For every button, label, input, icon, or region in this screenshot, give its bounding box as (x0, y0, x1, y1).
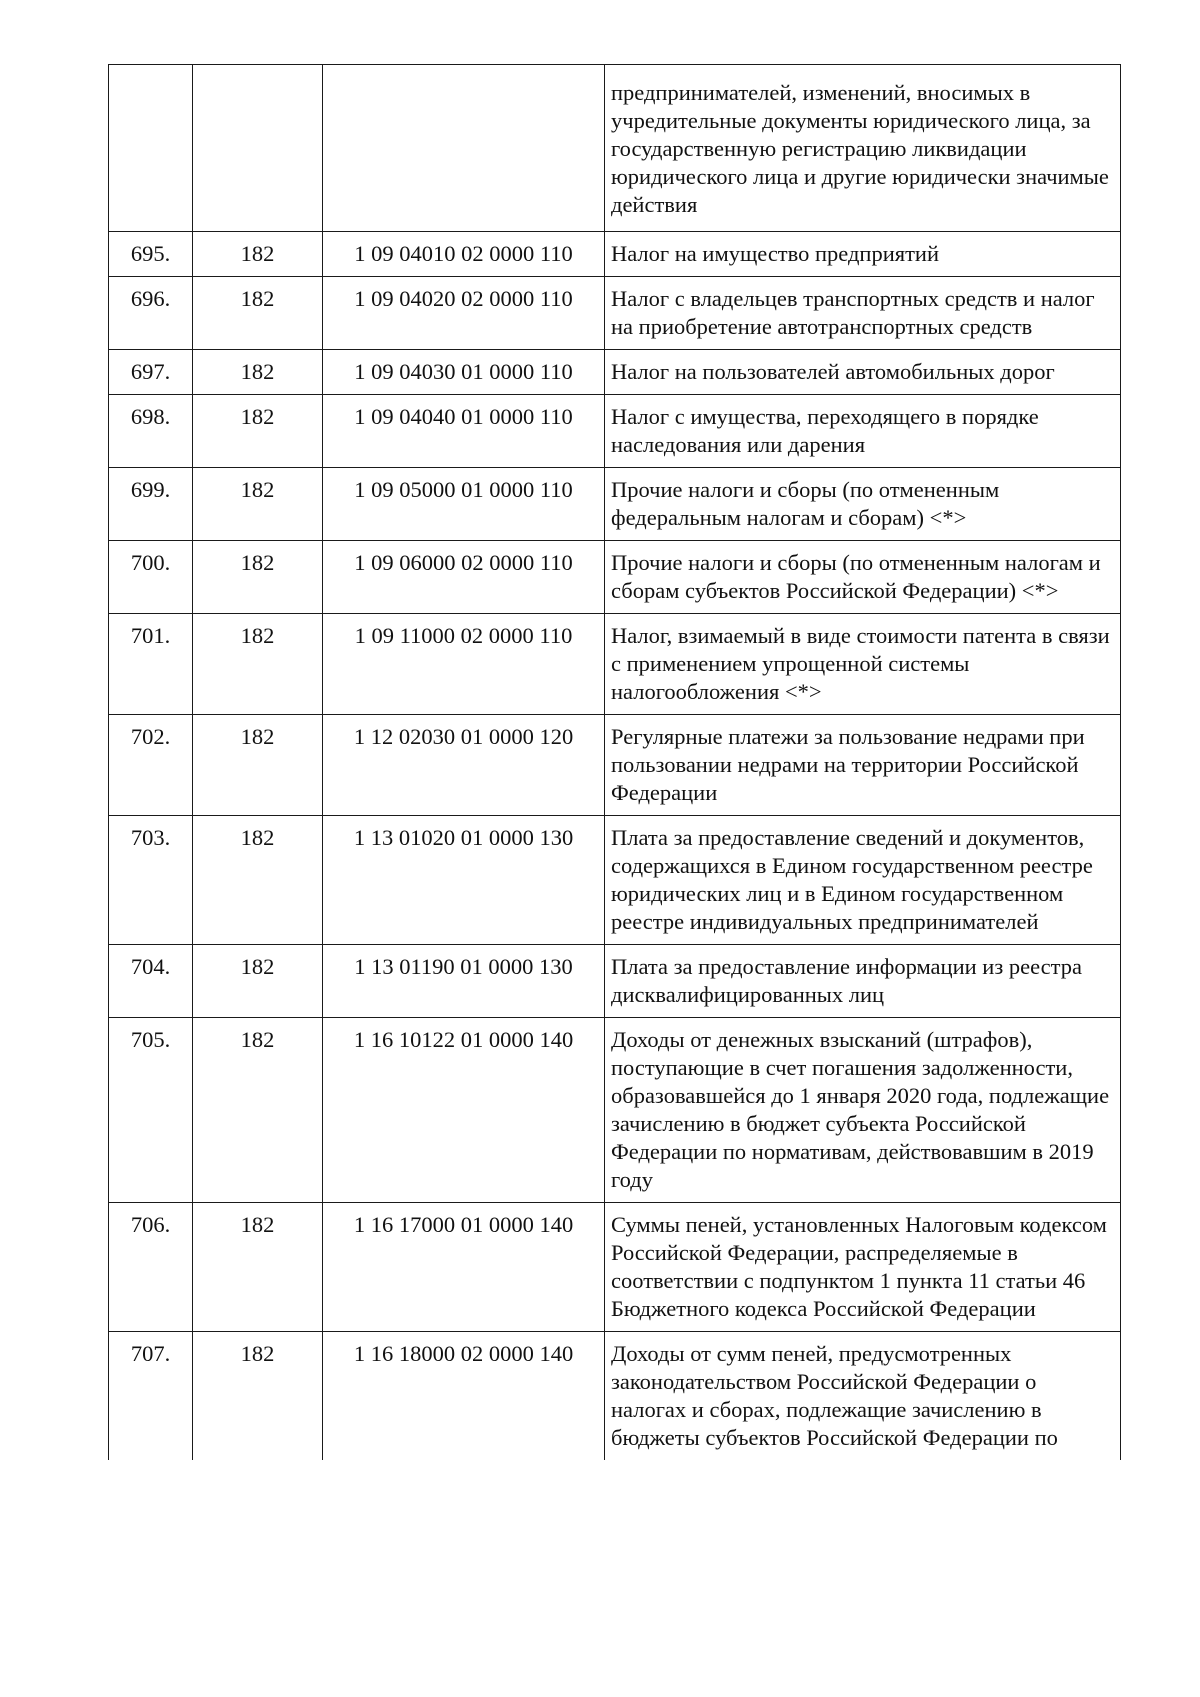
cell-num: 698. (109, 395, 193, 468)
cell-name: Суммы пеней, установленных Налоговым кодексом Российской Федерации, распределяемые в соответствии с подпунктом 1 пункта 11 статьи 46 Бюджетного кодекса Российской Федерации (605, 1203, 1121, 1332)
table-row (109, 1018, 1121, 1203)
cell-code: 1 09 04030 01 0000 110 (323, 350, 605, 395)
cell-code: 1 09 11000 02 0000 110 (323, 614, 605, 715)
cell-name: Прочие налоги и сборы (по отмененным налогам и сборам субъектов Российской Федерации) <*> (605, 541, 1121, 614)
cell-code: 1 13 01190 01 0000 130 (323, 945, 605, 1018)
cell-name: Доходы от денежных взысканий (штрафов), поступающие в счет погашения задолженности, образовавшейся до 1 января 2020 года, подлежащие зачислению в бюджет субъекта Российской Федерации по нормативам, действовавшим в 2019 году (605, 1018, 1121, 1203)
cell-num: 695. (109, 232, 193, 277)
cell-num: 701. (109, 614, 193, 715)
cell-admin: 182 (193, 395, 323, 468)
cell-admin (193, 65, 323, 232)
cell-num: 705. (109, 1018, 193, 1203)
cell-name: предпринимателей, изменений, вносимых в учредительные документы юридического лица, за государственную регистрацию ликвидации юридического лица и другие юридически значимые действия (605, 65, 1121, 232)
cell-code: 1 09 06000 02 0000 110 (323, 541, 605, 614)
cell-name: Плата за предоставление информации из реестра дисквалифицированных лиц (605, 945, 1121, 1018)
cell-admin: 182 (193, 614, 323, 715)
cell-num: 697. (109, 350, 193, 395)
cell-num: 696. (109, 277, 193, 350)
table-row-continuation (109, 65, 1121, 232)
cell-num: 704. (109, 945, 193, 1018)
cell-num: 699. (109, 468, 193, 541)
cell-admin: 182 (193, 277, 323, 350)
cell-code: 1 09 05000 01 0000 110 (323, 468, 605, 541)
table-row (109, 945, 1121, 1018)
cell-name: Налог с владельцев транспортных средств и налог на приобретение автотранспортных средств (605, 277, 1121, 350)
table-row (109, 715, 1121, 816)
cell-admin: 182 (193, 1332, 323, 1461)
cell-code: 1 16 17000 01 0000 140 (323, 1203, 605, 1332)
revenue-codes-table (108, 64, 1121, 1460)
cell-code: 1 12 02030 01 0000 120 (323, 715, 605, 816)
cell-code: 1 13 01020 01 0000 130 (323, 816, 605, 945)
table-row (109, 468, 1121, 541)
cell-name: Налог на имущество предприятий (605, 232, 1121, 277)
cell-code: 1 16 10122 01 0000 140 (323, 1018, 605, 1203)
cell-admin: 182 (193, 1018, 323, 1203)
cell-num: 703. (109, 816, 193, 945)
table-row (109, 816, 1121, 945)
cell-admin: 182 (193, 1203, 323, 1332)
table-row (109, 614, 1121, 715)
table-row (109, 277, 1121, 350)
cell-name: Налог на пользователей автомобильных дорог (605, 350, 1121, 395)
cell-name: Налог с имущества, переходящего в порядке наследования или дарения (605, 395, 1121, 468)
cell-name: Налог, взимаемый в виде стоимости патента в связи с применением упрощенной системы налогообложения <*> (605, 614, 1121, 715)
cell-admin: 182 (193, 945, 323, 1018)
cell-num: 702. (109, 715, 193, 816)
cell-code: 1 16 18000 02 0000 140 (323, 1332, 605, 1461)
cell-code: 1 09 04020 02 0000 110 (323, 277, 605, 350)
table-row (109, 350, 1121, 395)
cell-name: Прочие налоги и сборы (по отмененным федеральным налогам и сборам) <*> (605, 468, 1121, 541)
table-row (109, 1203, 1121, 1332)
cell-num (109, 65, 193, 232)
cell-code: 1 09 04010 02 0000 110 (323, 232, 605, 277)
cell-admin: 182 (193, 350, 323, 395)
cell-admin: 182 (193, 468, 323, 541)
cell-num: 700. (109, 541, 193, 614)
table-body (109, 65, 1121, 1461)
cell-name: Доходы от сумм пеней, предусмотренных законодательством Российской Федерации о налогах и сборах, подлежащие зачислению в бюджеты субъектов Российской Федерации по (605, 1332, 1121, 1461)
cell-admin: 182 (193, 715, 323, 816)
table-row (109, 1332, 1121, 1461)
cell-name: Регулярные платежи за пользование недрами при пользовании недрами на территории Российской Федерации (605, 715, 1121, 816)
cell-admin: 182 (193, 816, 323, 945)
cell-admin: 182 (193, 232, 323, 277)
cell-num: 707. (109, 1332, 193, 1461)
cell-code (323, 65, 605, 232)
cell-admin: 182 (193, 541, 323, 614)
cell-num: 706. (109, 1203, 193, 1332)
cell-name: Плата за предоставление сведений и документов, содержащихся в Едином государственном реестре юридических лиц и в Едином государственном реестре индивидуальных предпринимателей (605, 816, 1121, 945)
table-row (109, 232, 1121, 277)
table-row (109, 395, 1121, 468)
cell-code: 1 09 04040 01 0000 110 (323, 395, 605, 468)
table-row (109, 541, 1121, 614)
